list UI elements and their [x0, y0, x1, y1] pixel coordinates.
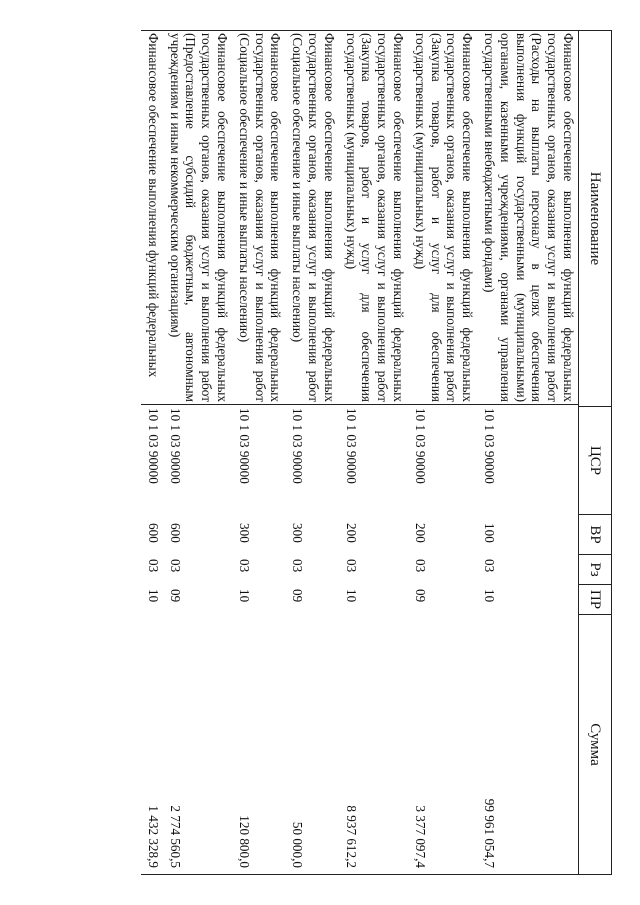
- row-pr-cell: [408, 583, 477, 613]
- row-rz: 03: [412, 559, 428, 573]
- row-csr-cell: [141, 405, 163, 513]
- table-header: [578, 30, 612, 875]
- row-name: Финансовое обеспечение выполнения функций федеральных государственных органов, оказания услуг и выполнения работ (Закупка товаров, работ и услуг для обеспечения государственных (муниципальных) нужд): [339, 31, 408, 405]
- row-pr: 10: [145, 589, 161, 603]
- row-csr-cell: [285, 405, 338, 513]
- row-vr: 300: [290, 523, 306, 543]
- row-sum: 3 377 097,4: [412, 805, 428, 868]
- row-sum-cell: [408, 613, 477, 874]
- row-rz: 03: [290, 559, 306, 573]
- row-vr: 200: [412, 523, 428, 543]
- row-sum-cell: [477, 613, 578, 874]
- row-csr: 10 1 03 90000: [236, 408, 252, 484]
- row-pr: 10: [343, 589, 359, 603]
- row-vr-cell: [408, 513, 477, 553]
- row-csr: 10 1 03 90000: [290, 408, 306, 484]
- row-rz: 03: [145, 559, 161, 573]
- row-rz-cell: [163, 553, 232, 583]
- row-sum: 99 961 054,7: [482, 798, 498, 868]
- row-sum: 8 937 612,2: [343, 805, 359, 868]
- row-pr-cell: [477, 583, 578, 613]
- row-csr-cell: [339, 405, 408, 513]
- table-row: [141, 31, 163, 874]
- row-sum-cell: [232, 613, 285, 874]
- row-rz-cell: [232, 553, 285, 583]
- row-vr: 300: [236, 523, 252, 543]
- row-rz-cell: [477, 553, 578, 583]
- row-sum-cell: [163, 613, 232, 874]
- row-pr: 10: [236, 589, 252, 603]
- rotated-table-frame: [62, 30, 612, 875]
- row-sum-cell: [339, 613, 408, 874]
- table-row: [285, 31, 338, 874]
- header-sum: Сумма: [587, 723, 604, 766]
- row-vr-cell: [141, 513, 163, 553]
- row-rz: 03: [236, 559, 252, 573]
- row-pr: 09: [167, 589, 183, 603]
- row-name: Финансовое обеспечение выполнения функций федеральных: [141, 31, 163, 405]
- row-csr-cell: [232, 405, 285, 513]
- row-vr-cell: [339, 513, 408, 553]
- row-csr: 10 1 03 90000: [412, 408, 428, 484]
- row-name: Финансовое обеспечение выполнения функций федеральных государственных органов, оказания услуг и выполнения работ (Социальное обеспечение и иные выплаты населению): [285, 31, 338, 405]
- row-pr-cell: [285, 583, 338, 613]
- row-vr-cell: [163, 513, 232, 553]
- table-row: [477, 31, 578, 874]
- row-pr: 09: [412, 589, 428, 603]
- row-csr-cell: [477, 405, 578, 513]
- table-body: [141, 30, 578, 875]
- row-rz-cell: [408, 553, 477, 583]
- row-sum: 2 774 560,5: [167, 805, 183, 868]
- header-pr: ПР: [579, 585, 611, 615]
- row-vr: 100: [482, 523, 498, 543]
- row-csr-cell: [408, 405, 477, 513]
- row-sum-cell: [285, 613, 338, 874]
- table-row: [232, 31, 285, 874]
- row-rz-cell: [141, 553, 163, 583]
- row-csr-cell: [163, 405, 232, 513]
- row-csr: 10 1 03 90000: [145, 408, 161, 484]
- row-sum: 50 000,0: [290, 821, 306, 868]
- row-pr-cell: [232, 583, 285, 613]
- row-csr: 10 1 03 90000: [167, 408, 183, 484]
- row-sum: 1 432 328,9: [145, 805, 161, 868]
- row-csr: 10 1 03 90000: [482, 408, 498, 484]
- row-vr-cell: [477, 513, 578, 553]
- row-pr-cell: [163, 583, 232, 613]
- row-name: Финансовое обеспечение выполнения функций федеральных государственных органов, оказания услуг и выполнения работ (Закупка товаров, работ и услуг для обеспечения государственных (муниципальных) нужд): [408, 31, 477, 405]
- row-name: Финансовое обеспечение выполнения функций федеральных государственных органов, оказания услуг и выполнения работ (Социальное обеспечение и иные выплаты населению): [232, 31, 285, 405]
- table-row: [408, 31, 477, 874]
- row-name: Финансовое обеспечение выполнения функций федеральных государственных органов, оказания услуг и выполнения работ (Расходы на выплаты персоналу в целях обеспечения выполнения функций государственными (муниципальными) органами, казенными учреждениями, органами управления государственными внебюджетными фондами): [477, 31, 578, 405]
- row-pr-cell: [339, 583, 408, 613]
- table-row: [163, 31, 232, 874]
- table-row: [339, 31, 408, 874]
- row-rz-cell: [339, 553, 408, 583]
- row-rz: 03: [482, 559, 498, 573]
- header-vr: ВР: [579, 515, 611, 555]
- row-rz-cell: [285, 553, 338, 583]
- row-pr: 09: [290, 589, 306, 603]
- row-rz: 03: [343, 559, 359, 573]
- row-pr: 10: [482, 589, 498, 603]
- header-name: Наименование: [579, 31, 611, 407]
- row-vr: 600: [145, 523, 161, 543]
- row-rz: 03: [167, 559, 183, 573]
- row-vr-cell: [285, 513, 338, 553]
- row-sum: 120 800,0: [236, 815, 252, 868]
- row-sum-cell: [141, 613, 163, 874]
- budget-table: [62, 30, 612, 875]
- row-vr: 600: [167, 523, 183, 543]
- row-vr: 200: [343, 523, 359, 543]
- row-name: Финансовое обеспечение выполнения функций федеральных государственных органов, оказания услуг и выполнения работ (Предоставление субсидий бюджетным, автономным учреждениям и иным некоммерческим организациям): [163, 31, 232, 405]
- header-rz: Рз: [579, 555, 611, 585]
- row-pr-cell: [141, 583, 163, 613]
- header-csr: ЦСР: [579, 407, 611, 515]
- row-csr: 10 1 03 90000: [343, 408, 359, 484]
- row-vr-cell: [232, 513, 285, 553]
